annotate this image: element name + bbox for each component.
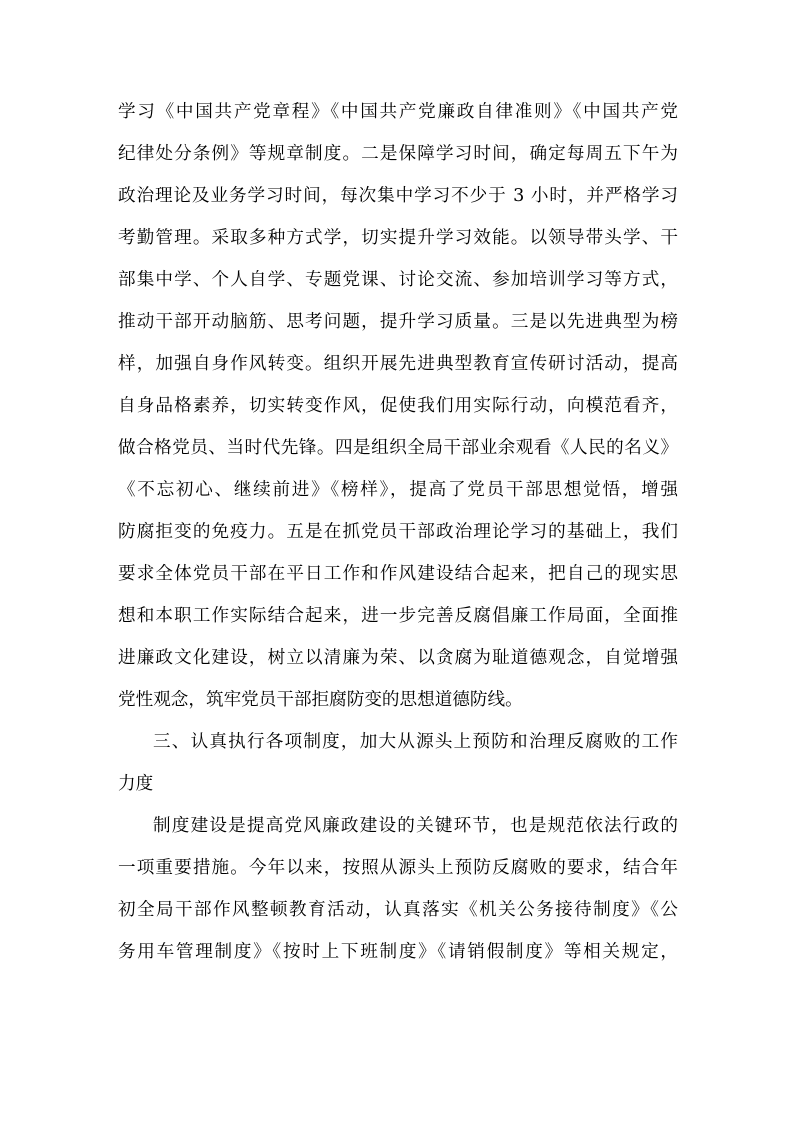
body-text-line: 务用车管理制度》《按时上下班制度》《请销假制度》等相关规定， — [118, 942, 678, 962]
section-heading-line: 力度 — [118, 774, 154, 794]
body-text-line: 推动干部开动脑筋、思考问题，提升学习质量。三是以先进典型为榜 — [118, 312, 678, 332]
body-text-line: 学习《中国共产党章程》《中国共产党廉政自律准则》《中国共产党 — [118, 102, 678, 122]
body-text-line: 《不忘初心、继续前进》《榜样》，提高了党员干部思想觉悟，增强 — [118, 480, 678, 500]
section-heading-line: 三、认真执行各项制度，加大从源头上预防和治理反腐败的工作 — [153, 732, 678, 752]
body-text-line: 部集中学、个人自学、专题党课、讨论交流、参加培训学习等方式， — [118, 270, 678, 290]
body-text-line: 党性观念，筑牢党员干部拒腐防变的思想道德防线。 — [118, 690, 523, 710]
body-text-line: 考勤管理。采取多种方式学，切实提升学习效能。以领导带头学、干 — [118, 228, 678, 248]
body-text-line: 纪律处分条例》等规章制度。二是保障学习时间，确定每周五下午为 — [118, 144, 678, 164]
body-text-line: 初全局干部作风整顿教育活动，认真落实《机关公务接待制度》《公 — [118, 900, 678, 920]
body-text-line: 样，加强自身作风转变。组织开展先进典型教育宣传研讨活动，提高 — [118, 354, 678, 374]
body-text-line: 想和本职工作实际结合起来，进一步完善反腐倡廉工作局面，全面推 — [118, 606, 678, 626]
body-text-line: 做合格党员、当时代先锋。四是组织全局干部业余观看《人民的名义》 — [118, 438, 678, 458]
body-text-line: 政治理论及业务学习时间，每次集中学习不少于 3 小时，并严格学习 — [118, 186, 678, 206]
body-text-line: 进廉政文化建设，树立以清廉为荣、以贪腐为耻道德观念，自觉增强 — [118, 648, 678, 668]
body-text-line: 要求全体党员干部在平日工作和作风建设结合起来，把自己的现实思 — [118, 564, 678, 584]
body-text-line: 制度建设是提高党风廉政建设的关键环节，也是规范依法行政的 — [153, 816, 678, 836]
body-text-line: 防腐拒变的免疫力。五是在抓党员干部政治理论学习的基础上，我们 — [118, 522, 678, 542]
body-text-line: 一项重要措施。今年以来，按照从源头上预防反腐败的要求，结合年 — [118, 858, 678, 878]
body-text-line: 自身品格素养，切实转变作风，促使我们用实际行动，向模范看齐， — [118, 396, 678, 416]
